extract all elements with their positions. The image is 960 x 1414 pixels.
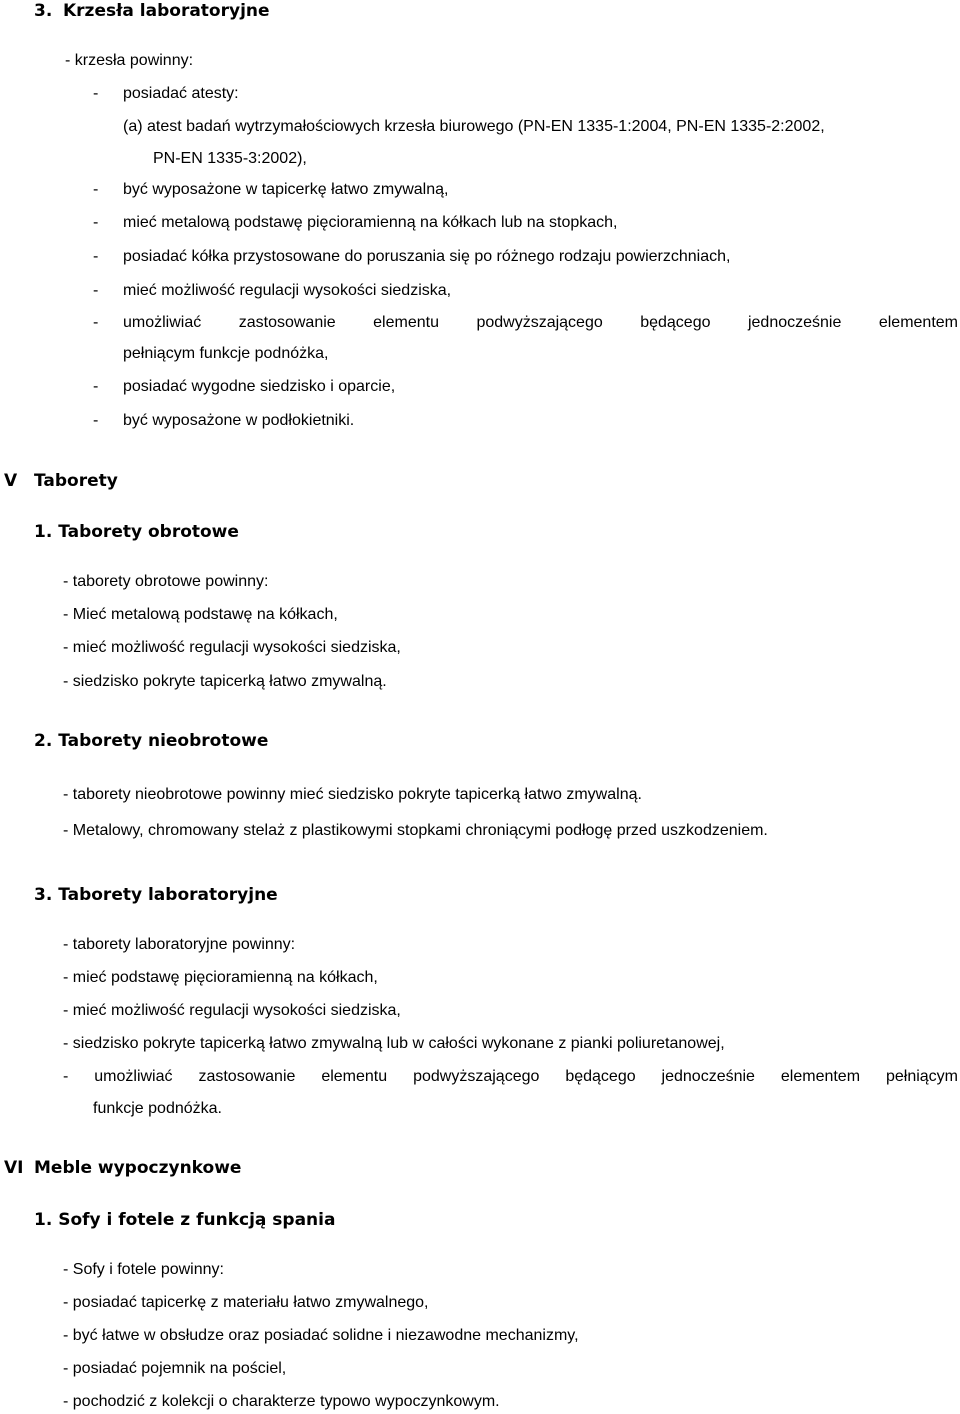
- lab-stools-item: - mieć podstawę pięcioramienną na kółkach,: [63, 969, 378, 986]
- section-vi-title: Meble wypoczynkowe: [34, 1158, 242, 1178]
- lab-stools-item: - umożliwiać zastosowanie elementu podwyższającego będącego jednocześnie elementem pełniącym: [63, 1068, 958, 1085]
- lab-stools-item: - siedzisko pokryte tapicerką łatwo zmywalną lub w całości wykonane z pianki poliuretanowej,: [63, 1035, 725, 1052]
- fixed-stools-item: - taborety nieobrotowe powinny mieć siedzisko pokryte tapicerką łatwo zmywalną.: [63, 786, 642, 803]
- chairs-item-wheels: posiadać kółka przystosowane do poruszania się po różnego rodzaju powierzchniach,: [123, 248, 731, 265]
- chairs-item-dash: -: [93, 248, 99, 265]
- fixed-stools-item: - Metalowy, chromowany stelaż z plastikowymi stopkami chroniącymi podłogę przed uszkodzeniem.: [63, 822, 768, 839]
- chairs-heading-number: 3.: [34, 1, 53, 21]
- rotating-stools-item: - siedzisko pokryte tapicerką łatwo zmywalną.: [63, 673, 387, 690]
- chairs-item-dash: -: [93, 85, 99, 102]
- chairs-item-dash: -: [93, 214, 99, 231]
- sofas-item: - być łatwe w obsłudze oraz posiadać solidne i niezawodne mechanizmy,: [63, 1327, 579, 1344]
- chairs-item-seat-back: posiadać wygodne siedzisko i oparcie,: [123, 378, 396, 395]
- chairs-item-upholstery: być wyposażone w tapicerkę łatwo zmywalną,: [123, 181, 449, 198]
- rotating-stools-item: - Mieć metalową podstawę na kółkach,: [63, 606, 338, 623]
- chairs-heading-title: Krzesła laboratoryjne: [63, 1, 270, 21]
- lab-stools-item: - taborety laboratoryjne powinny:: [63, 936, 296, 953]
- chairs-intro: - krzesła powinny:: [65, 52, 194, 69]
- chairs-item-dash: -: [93, 282, 99, 299]
- chairs-item-footrest-line-2: pełniącym funkcje podnóżka,: [123, 345, 329, 362]
- fixed-stools-heading: 2. Taborety nieobrotowe: [34, 731, 269, 751]
- sofas-item: - posiadać tapicerkę z materiału łatwo zmywalnego,: [63, 1294, 429, 1311]
- rotating-stools-item: - taborety obrotowe powinny:: [63, 573, 269, 590]
- chairs-attest-line-2: PN-EN 1335-3:2002),: [153, 150, 307, 167]
- chairs-item-dash: -: [93, 378, 99, 395]
- chairs-item-dash: -: [93, 181, 99, 198]
- sofas-item: - posiadać pojemnik na pościel,: [63, 1360, 287, 1377]
- lab-stools-heading: 3. Taborety laboratoryjne: [34, 885, 278, 905]
- sofas-heading: 1. Sofy i fotele z funkcją spania: [34, 1210, 336, 1230]
- rotating-stools-heading: 1. Taborety obrotowe: [34, 522, 239, 542]
- rotating-stools-item: - mieć możliwość regulacji wysokości siedziska,: [63, 639, 401, 656]
- chairs-item-height: mieć możliwość regulacji wysokości siedziska,: [123, 282, 452, 299]
- chairs-item-attests: posiadać atesty:: [123, 85, 239, 102]
- chairs-item-base: mieć metalową podstawę pięcioramienną na kółkach lub na stopkach,: [123, 214, 618, 231]
- sofas-item: - pochodzić z kolekcji o charakterze typowo wypoczynkowym.: [63, 1393, 500, 1410]
- chairs-attest-line-1: (a) atest badań wytrzymałościowych krzesła biurowego (PN-EN 1335-1:2004, PN-EN 1335-2:2002,: [123, 118, 825, 135]
- sofas-item: - Sofy i fotele powinny:: [63, 1261, 224, 1278]
- section-vi-number: VI: [4, 1158, 24, 1178]
- lab-stools-item-continuation: funkcje podnóżka.: [93, 1100, 222, 1117]
- chairs-item-dash: -: [93, 314, 99, 331]
- chairs-item-dash: -: [93, 412, 99, 429]
- section-v-number: V: [4, 471, 18, 491]
- lab-stools-item: - mieć możliwość regulacji wysokości siedziska,: [63, 1002, 401, 1019]
- chairs-item-armrests: być wyposażone w podłokietniki.: [123, 412, 355, 429]
- chairs-item-footrest-line-1: umożliwiać zastosowanie elementu podwyższającego będącego jednocześnie elementem: [123, 314, 958, 331]
- section-v-title: Taborety: [34, 471, 118, 491]
